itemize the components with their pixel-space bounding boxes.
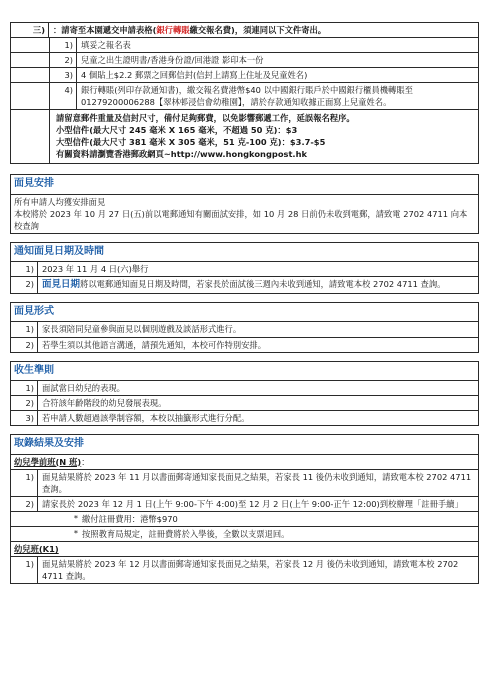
n-class-item: 2) 請家長於 2023 年 12 月 1 日(上午 9:00-下午 4:00)至 12 月 2 日(上午 9:00-正午 12:00)到校辦理「註冊手續」 [11, 497, 478, 512]
admission-section [10, 434, 479, 584]
admission-title: 取錄結果及安排 [11, 435, 478, 455]
interview-title: 面見安排 [11, 175, 478, 195]
mailing-item: 1) 填妥之報名表 [11, 38, 478, 53]
notice-item: 1) 2023 年 11 月 4 日(六)舉行 [11, 262, 478, 277]
criteria-item: 2) 合符該年齡階段的幼兒發展表現。 [11, 396, 478, 411]
format-item: 1) 家長須陪同兒童參與面見以個別遊戲及談話形式進行。 [11, 322, 478, 337]
large-envelope-rate: 大型信件(最大尺寸 381 毫米 X 305 毫米，51 克-100 克)：$3.7-$5 [56, 137, 326, 148]
mailing-item: 2) 兒童之出生證明書/香港身份證/回港證 影印本一份 [11, 53, 478, 68]
notice-item: 2) 面見日期將以電郵通知面見日期及時間，若家長於面試後三週內未收到通知，請致電本校 2702 4711 查詢。 [11, 277, 478, 293]
small-envelope-rate: 小型信件(最大尺寸 245 毫米 X 165 毫米，不超過 50 克)：$3 [56, 125, 298, 136]
n-class-heading: 幼兒學前班(N 班)： [11, 455, 478, 470]
mailing-item: 3) 4 個貼上$2.2 郵票之回郵信封(信封上請寫上住址及兒童姓名) [11, 68, 478, 83]
format-section [10, 302, 479, 353]
fee-note: * 按照教育局規定，註冊費將於入學後，全數以支票退回。 [11, 527, 478, 542]
mailing-intro-number: 三) [11, 23, 49, 37]
mailing-section [10, 22, 479, 164]
criteria-item: 1) 面試當日幼兒的表現。 [11, 381, 478, 396]
k1-class-item: 1) 面見結果將於 2023 年 12 月以書面郵寄通知家長面見之結果，若家長 12 月 後仍未收到通知，請致電本校 2702 4711 查詢。 [11, 557, 478, 583]
format-title: 面見形式 [11, 303, 478, 323]
notice-section [10, 242, 479, 294]
interview-body: 所有申請人均獲安排面見 本校將於 2023 年 10 月 27 日(五)前以電郵通知有關面試安排，如 10 月 28 日前仍未收到電郵，請致電 2702 4711 向本校查詢 [14, 196, 468, 231]
k1-class-heading: 幼兒班(K1) [11, 542, 478, 557]
format-item: 2) 若學生須以其他語言溝通，請預先通知，本校可作特別安排。 [11, 338, 478, 352]
fee-note: * 繳付註冊費用：港幣$970 [11, 512, 478, 527]
n-class-item: 1) 面見結果將於 2023 年 11 月以書面郵寄通知家長面見之結果，若家長 11 後仍未收到通知，請致電本校 2702 4711 查詢。 [11, 470, 478, 497]
admission-document [10, 22, 479, 584]
criteria-item: 3) 若申請人數超過該學制容額，本校以抽籤形式進行分配。 [11, 411, 478, 425]
notice-title: 通知面見日期及時間 [11, 243, 478, 263]
postage-note: 請留意郵件重量及信封尺寸，備付足夠郵費，以免影響郵遞工作，延誤報名程序。 小型信件(最大尺寸 245 毫米 X 165 毫米，不超過 50 克)：$3 大型信件(最大尺寸 381 毫米 X 305 毫米，51 克-100 克)：$3.7-$5 有關資料請瀏覽香港郵政網頁~http://www.hongkongpost.hk [50, 110, 478, 163]
mailing-item: 4) 銀行轉賬(列印存款通知書)，繳交報名費港幣$40 以中國銀行賬戶於中國銀行櫃員機轉賬至 01279200006288【翠林邨浸信會幼稚園】，請於存款通知收據正面寫上兒童姓名。 [11, 83, 478, 110]
hongkongpost-link[interactable]: 有關資料請瀏覽香港郵政網頁~http://www.hongkongpost.hk [56, 149, 307, 160]
mailing-intro: ：請寄至本園遞交申請表格(銀行轉賬繳交報名費)，須連同以下文件寄出。 [53, 25, 327, 35]
criteria-section [10, 361, 479, 427]
postage-note-row [11, 110, 478, 163]
criteria-title: 收生準則 [11, 362, 478, 382]
interview-section [10, 174, 479, 234]
mailing-intro-row [11, 23, 478, 38]
